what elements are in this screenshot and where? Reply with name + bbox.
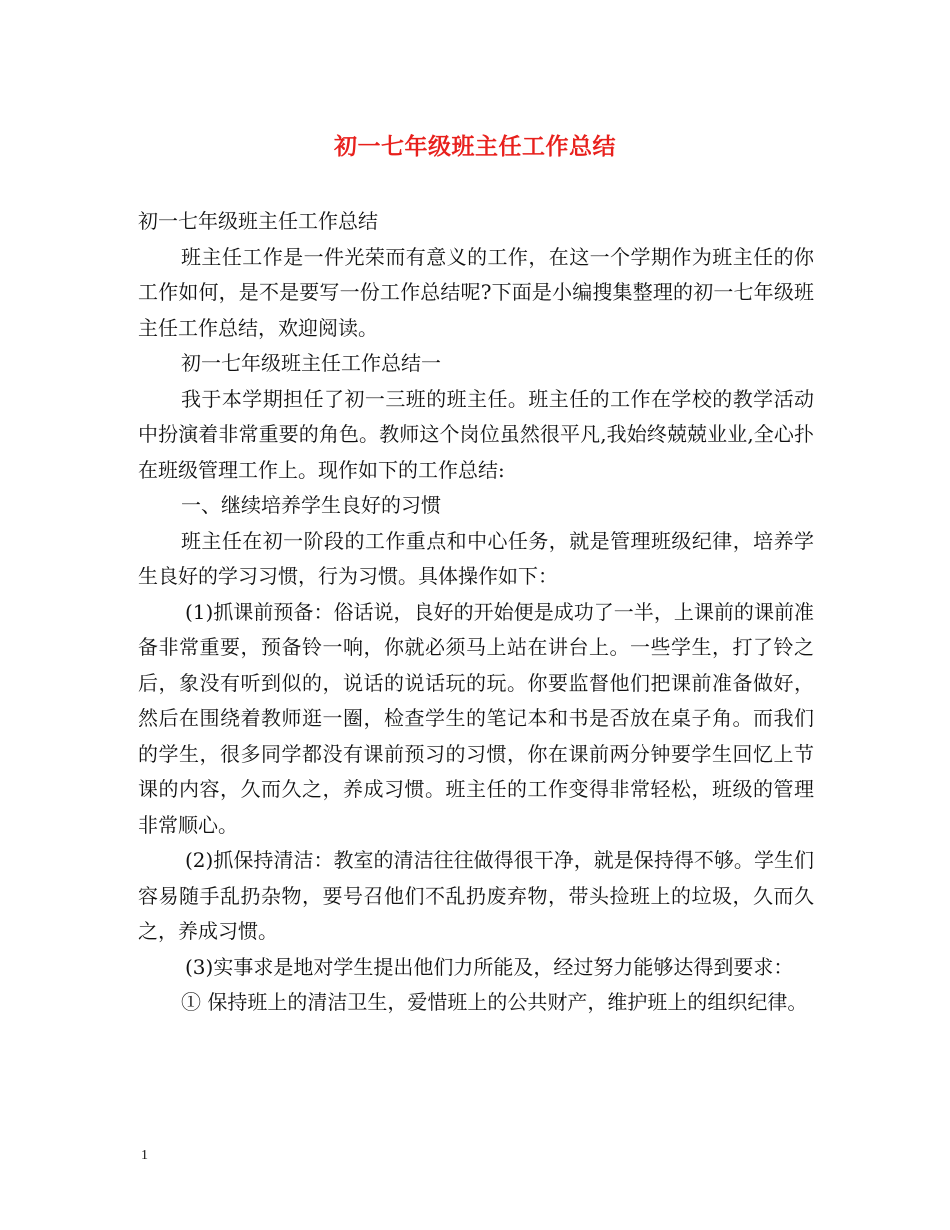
paragraph-heading: 初一七年级班主任工作总结 — [138, 209, 378, 233]
paragraph-item-2: (2)抓保持清洁：教室的清洁往往做得很干净，就是保持得不够。学生们容易随手乱扔杂物，要号召他们不乱扔废弃物，带头捡班上的垃圾，久而久之，养成习惯。 — [138, 848, 814, 943]
document-body — [138, 204, 814, 1021]
paragraph-overview: 我于本学期担任了初一三班的班主任。班主任的工作在学校的教学活动中扮演着非常重要的角色。教师这个岗位虽然很平凡,我始终兢兢业业,全心扑在班级管理工作上。现作如下的工作总结: — [138, 386, 814, 482]
paragraph-focus: 班主任在初一阶段的工作重点和中心任务，就是管理班级纪律，培养学生良好的学习习惯，行为习惯。具体操作如下： — [138, 528, 814, 588]
document-title: 初一七年级班主任工作总结 — [334, 133, 616, 160]
paragraph-subheading: 一、继续培养学生良好的习惯 — [181, 493, 441, 517]
paragraph-intro: 班主任工作是一件光荣而有意义的工作，在这一个学期作为班主任的你工作如何，是不是要写一份工作总结呢?下面是小编搜集整理的初一七年级班主任工作总结，欢迎阅读。 — [138, 244, 814, 340]
paragraph-item-3: (3)实事求是地对学生提出他们力所能及，经过努力能够达得到要求： — [185, 954, 794, 979]
page-number: 1 — [141, 1148, 148, 1163]
paragraph-item-1: (1)抓课前预备：俗话说，良好的开始便是成功了一半，上课前的课前准备非常重要，预备铃一响，你就必须马上站在讲台上。一些学生，打了铃之后，象没有听到似的，说话的说话玩的玩。你要监督他们把课前准备做好，然后在围绕着教师逛一圈，检查学生的笔记本和书是否放在桌子角。而我们的学生，很多同学都没有课前预习的习惯，你在课前两分钟要学生回忆上节课的内容，久而久之，养成习惯。班主任的工作变得非常轻松，班级的管理非常顺心。 — [138, 599, 814, 837]
paragraph-requirement-1: ① 保持班上的清洁卫生，爱惜班上的公共财产，维护班上的组织纪律。 — [181, 990, 808, 1014]
paragraph-section-title: 初一七年级班主任工作总结一 — [181, 351, 441, 375]
